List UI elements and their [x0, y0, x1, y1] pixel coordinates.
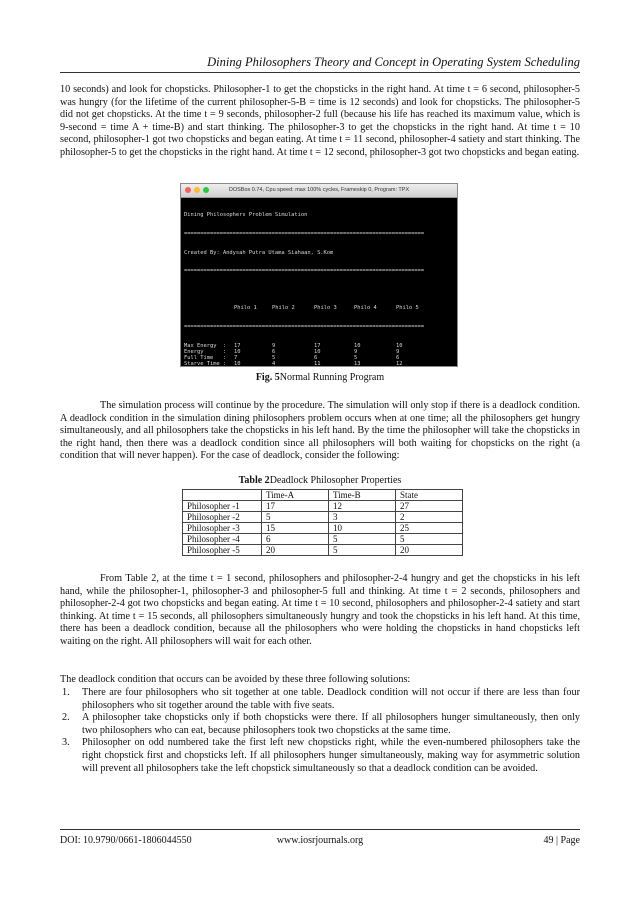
table-row: [183, 523, 463, 534]
screen-separator: ==========================================================================: [184, 231, 425, 237]
table-cell: 17: [262, 501, 329, 512]
dosbox-window-title: DOSBox 0.74, Cpu speed: max 100% cycles, Frameskip 0, Program: TPX: [228, 187, 410, 193]
table-cell: Philosopher -5: [183, 545, 262, 556]
screen-row-label: Starve Time: [184, 361, 220, 367]
table-cell: 15: [262, 523, 329, 534]
screen-cell: 10: [314, 348, 321, 355]
table-cell: Philosopher -3: [183, 523, 262, 534]
table-cell: 5: [329, 534, 396, 545]
screen-column-header: Philo 4: [354, 305, 377, 312]
page-header-title: Dining Philosophers Theory and Concept in Operating System Scheduling: [207, 55, 580, 69]
screen-colon: :: [223, 348, 227, 355]
table-header-cell: State: [396, 490, 463, 501]
list-item-number: 1.: [62, 687, 70, 698]
screen-cell: 11: [314, 361, 321, 367]
footer-site: www.iosrjournals.org: [276, 835, 364, 846]
screen-cell: 17: [234, 342, 241, 349]
table-row: [183, 534, 463, 545]
screen-cell: 5: [272, 354, 276, 361]
table-cell: 5: [262, 512, 329, 523]
screen-cell: 13: [354, 361, 361, 367]
screen-cell: 10: [234, 361, 241, 367]
dosbox-titlebar: [181, 184, 457, 198]
figure-screenshot: [180, 183, 458, 367]
screen-author-line: Created By: Andysah Putra Utama Siahaan, S.Kom: [184, 249, 334, 256]
table-cell: 5: [329, 545, 396, 556]
screen-cell: 10: [354, 342, 361, 349]
screen-data-row: [184, 361, 454, 367]
table-header-cell: Time-A: [262, 490, 329, 501]
screen-column-headers: [184, 305, 454, 311]
list-item: [60, 737, 580, 775]
table-header-row: [183, 490, 463, 501]
screen-colon: :: [223, 361, 227, 367]
table-caption: Table 2Deadlock Philosopher Properties: [238, 475, 402, 486]
list-item-number: 3.: [62, 737, 70, 749]
header-rule: [60, 72, 580, 73]
screen-column-header: Philo 1: [234, 305, 257, 312]
table-row: [183, 501, 463, 512]
list-item-number: 2.: [62, 712, 70, 724]
paragraph-table-analysis: From Table 2, at the time t = 1 second, philosophers and philosopher-2-4 hungry and get the chopsticks in his left hand, while the philosopher-1, philosopher-3 and philosopher-5 full and thinking. At time t = 2 seconds, philosophers and philosopher-2-4 got two chopsticks and began eating. At time t = 10 second, philosophers and philosopher-2-4 satiety and start thinking. At time t = 15 seconds, all philosophers simultaneously hungry and took the chopsticks in his left hand. At this time, there has been a deadlock condition, because all the philosophers who were holding the chopsticks in hand chopsticks left waiting on the right. All philosophers will wait for each other.: [60, 573, 580, 647]
table-cell: 3: [329, 512, 396, 523]
screen-row-label: Full Time: [184, 354, 214, 361]
list-item: [60, 687, 580, 712]
table-cell: 10: [329, 523, 396, 534]
table-cell: 27: [396, 501, 463, 512]
footer-doi: DOI: 10.9790/0661-1806044550: [60, 835, 192, 846]
screen-colon: :: [223, 342, 227, 349]
table-row: [183, 545, 463, 556]
screen-cell: 9: [272, 342, 276, 349]
paragraph-deadlock: The simulation process will continue by the procedure. The simulation will only stop if there is a deadlock condition. A deadlock condition in the simulation dining philosophers problem occurs when at one time; all the philosophers get hungry simultaneously, and all philosophers take the chopsticks in his left hand. By the time the philosopher will take the chopsticks in the right hand, then there was a deadlock condition since all philosophers will both waiting for chopsticks on the right (a condition that will never happen). For the case of deadlock, consider the following:: [60, 400, 580, 462]
screen-cell: 6: [272, 348, 276, 355]
screen-row-label: Energy: [184, 348, 204, 355]
figure-caption: Fig. 5Normal Running Program: [255, 372, 385, 383]
paragraph-continuation: 10 seconds) and look for chopsticks. Philosopher-1 to get the chopsticks in the right hand. At time t = 6 second, philosopher-5 was hungry (for the lifetime of the current philosopher-5-B = time is 12 seconds) and look for chopsticks. The philosopher-5 did not get chopsticks. At the time t = 9 seconds, philosopher-2 full (because his life has reached its maximum value, which is 9-second = time A + time-B) and start thinking. The philosopher-3 to get the chopsticks in the right hand. At time t = 10 second, philosopher-1 got two chopsticks and began eating. At time t = 11 second, philosopher-4 satiety and start thinking. The philosopher-5 to get the chopsticks in the right hand. At time t = 12 second, philosopher-3 got two chopsticks and began eating.: [60, 84, 580, 158]
table-header-cell: [183, 490, 262, 501]
deadlock-properties-table: [182, 489, 463, 556]
screen-title-line: Dining Philosophers Problem Simulation: [184, 212, 308, 219]
list-item-text: There are four philosophers who sit together at one table. Deadlock condition will not occur if there are less than four philosophers who sit together around the table with five seats.: [82, 687, 580, 711]
screen-separator: ==========================================================================: [184, 323, 425, 330]
screen-cell: 7: [234, 354, 238, 361]
screen-column-header: Philo 5: [396, 305, 419, 312]
footer-page: 49 | Page: [543, 835, 580, 846]
screen-separator: ==========================================================================: [184, 268, 425, 275]
screen-cell: 9: [354, 348, 358, 355]
screen-row-label: Max Energy: [184, 342, 217, 349]
screen-column-header: Philo 3: [314, 305, 337, 312]
table-cell: Philosopher -1: [183, 501, 262, 512]
solutions-list: [60, 687, 580, 775]
table-cell: 20: [396, 545, 463, 556]
table-cell: 20: [262, 545, 329, 556]
screen-cell: 10: [396, 342, 403, 349]
screen-cell: 4: [272, 361, 276, 367]
footer-rule: [60, 829, 580, 830]
screen-cell: 17: [314, 342, 321, 349]
dos-screen: [181, 198, 457, 367]
table-row: [183, 512, 463, 523]
table-header-cell: Time-B: [329, 490, 396, 501]
screen-column-header: Philo 2: [272, 305, 295, 312]
list-item-text: A philosopher take chopsticks only if both chopsticks were there. If all philosophers hunger simultaneously, then only two philosophers who can eat, because philosophers took two chopsticks at the same time.: [82, 712, 580, 736]
paragraph-solutions-intro: The deadlock condition that occurs can be avoided by these three following solutions:: [60, 674, 411, 685]
list-item: [60, 712, 580, 737]
screen-colon: :: [223, 354, 227, 361]
screen-cell: 6: [314, 354, 318, 361]
table-cell: Philosopher -2: [183, 512, 262, 523]
screen-cell: 12: [396, 361, 403, 367]
list-item-text: Philosopher on odd numbered take the first left new chopsticks right, while the even-numbered philosophers take the right chopstick first and chopsticks left. If all philosophers hunger simultaneously, making way for asymmetric solution will prevent all philosophers take the left chopstick simultaneously so that a deadlock condition can be avoided.: [82, 737, 580, 774]
table-cell: 25: [396, 523, 463, 534]
screen-cell: 10: [234, 348, 241, 355]
table-cell: 5: [396, 534, 463, 545]
table-cell: 12: [329, 501, 396, 512]
table-cell: Philosopher -4: [183, 534, 262, 545]
screen-cell: 6: [396, 354, 400, 361]
table-cell: 2: [396, 512, 463, 523]
table-cell: 6: [262, 534, 329, 545]
screen-cell: 9: [396, 348, 400, 355]
screen-cell: 5: [354, 354, 358, 361]
